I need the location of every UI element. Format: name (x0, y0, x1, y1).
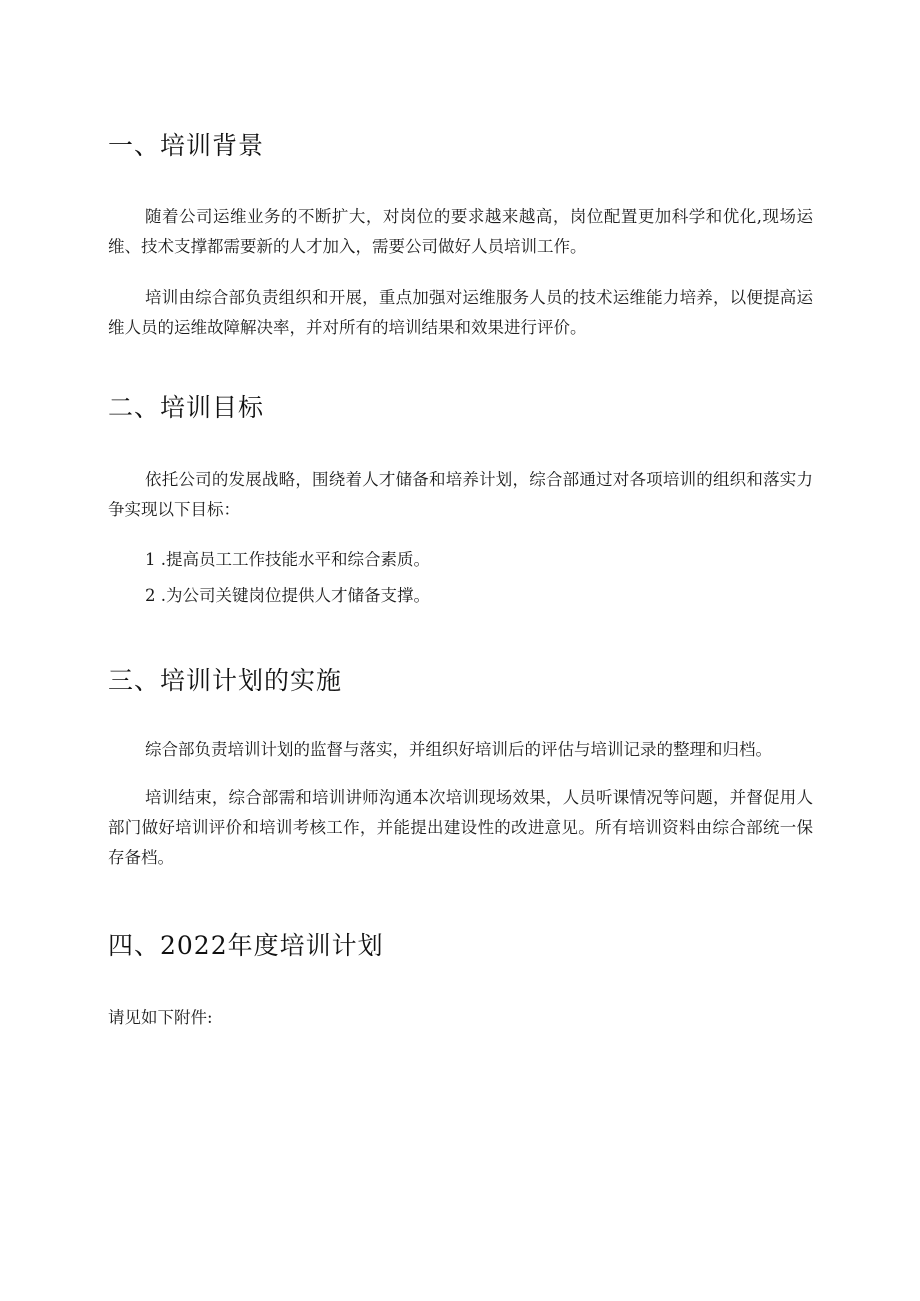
goal-list-item-1: 1 .提高员工工作技能水平和综合素质。 (145, 550, 430, 569)
paragraph-implementation-1: 综合部负责培训计划的监督与落实，并组织好培训后的评估与培训记录的整理和归档。 (145, 740, 772, 759)
attachment-note: 请见如下附件: (108, 1008, 213, 1027)
paragraph-goals-intro: 依托公司的发展战略，围绕着人才储备和培养计划，综合部通过对各项培训的组织和落实力争实现以下目标： (108, 470, 813, 519)
paragraph-background-2: 培训由综合部负责组织和开展，重点加强对运维服务人员的技术运维能力培养，以便提高运维人员的运维故障解决率，并对所有的培训结果和效果进行评价。 (108, 288, 813, 337)
section-heading-implementation: 三、培训计划的实施 (108, 666, 343, 695)
section-heading-annual-plan: 四、2022年度培训计划 (108, 931, 384, 960)
section-heading-background: 一、培训背景 (108, 131, 265, 160)
paragraph-implementation-2: 培训结束，综合部需和培训讲师沟通本次培训现场效果，人员听课情况等问题，并督促用人部门做好培训评价和培训考核工作，并能提出建设性的改进意见。所有培训资料由综合部统一保存备档。 (108, 788, 813, 867)
goal-list-item-2: 2 .为公司关键岗位提供人才储备支撑。 (145, 586, 430, 605)
section-heading-goals: 二、培训目标 (108, 393, 265, 422)
paragraph-background-1: 随着公司运维业务的不断扩大，对岗位的要求越来越高，岗位配置更加科学和优化,现场运维、技术支撑都需要新的人才加入，需要公司做好人员培训工作。 (108, 207, 813, 256)
